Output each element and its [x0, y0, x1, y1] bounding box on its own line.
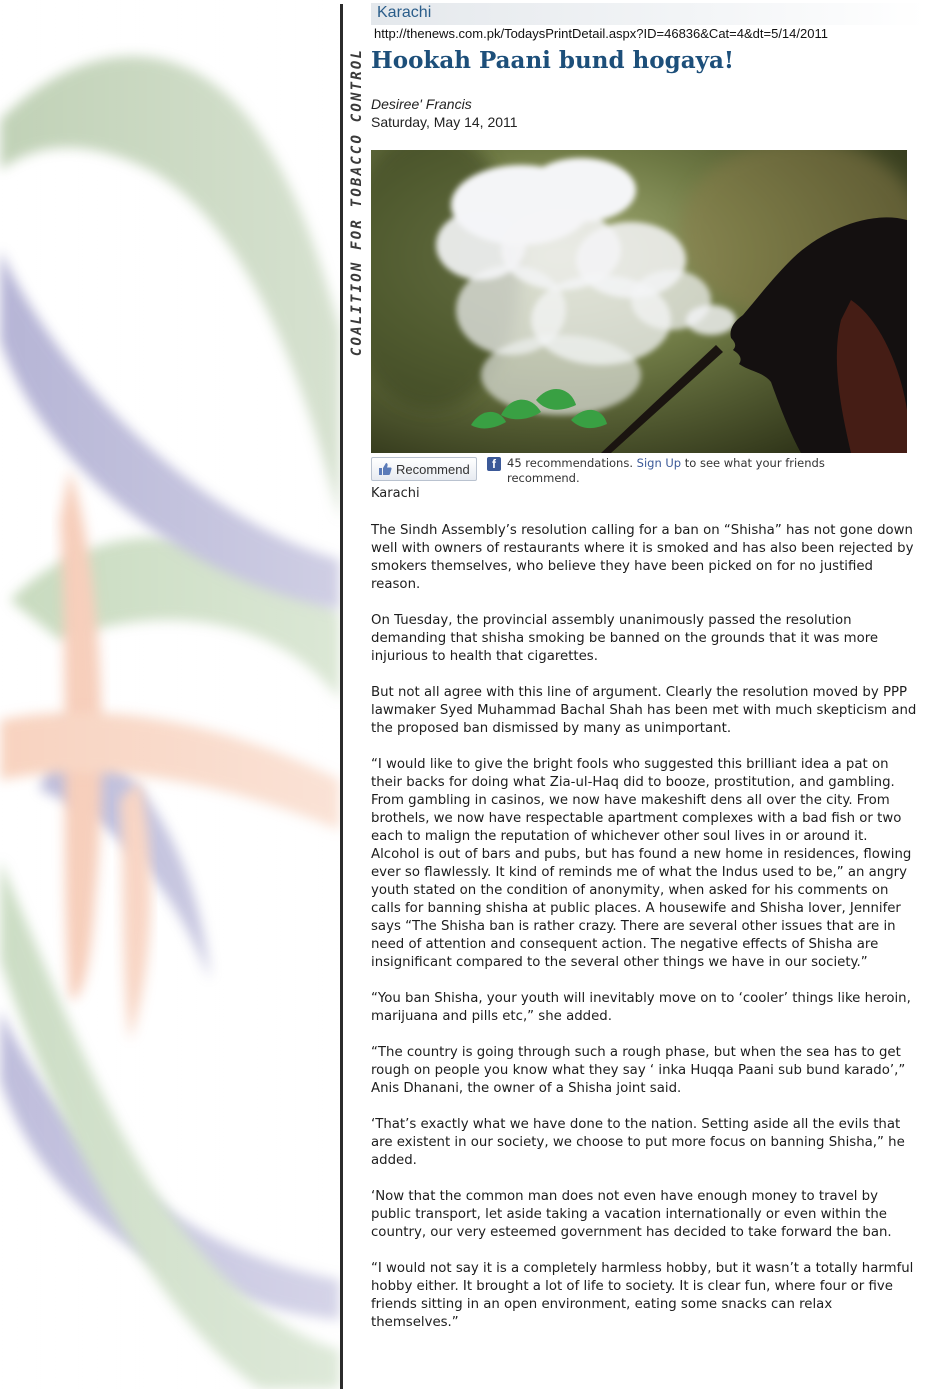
decorative-swoosh-art [0, 0, 340, 1389]
article-paragraph: “I would not say it is a completely harmless hobby, but it wasn’t a totally harmful hobby either. It brought a lot of life to society. It is clear fun, where four or five friends sitting in an open environment, eating some snacks can relax themselves.” [371, 1261, 914, 1330]
article-paragraph: On Tuesday, the provincial assembly unanimously passed the resolution demanding that shisha smoking be banned on the grounds that it was more injurious to health that cigarettes. [371, 613, 879, 664]
article-body [371, 522, 917, 1350]
article-paragraph: ‘Now that the common man does not even have enough money to travel by public transport, let aside taking a vacation internationally or even within the country, our very esteemed government has decided to take forward the ban. [371, 1189, 892, 1240]
recommend-button[interactable] [371, 457, 477, 481]
fb-count: 45 recommendations. [507, 456, 633, 470]
recommend-label: Recommend [396, 461, 470, 477]
article-photo-shisha-smoker [371, 150, 907, 453]
article-paragraph: “I would like to give the bright fools who suggested this brilliant idea a pat on their backs for doing what Zia-ul-Haq did to booze, prostitution, and gambling. From gambling in casinos, we now have makeshift dens all over the city. From brothels, we now have respectable apartment complexes with a bad fish or two each to malign the reputation of whichever other soul lives in or around it. Alcohol is out of bars and pubs, but has found a new home in residences, flowing ever so flawlessly. It kind of reminds me of what the Indus used to be,” an angry youth stated on the condition of anonymity, when asked for his comments on calls for banning shisha at public places. A housewife and Shisha lover, Jennifer says “The Shisha ban is rather crazy. There are several other issues that are in need of attention and consequent action. The negative effects of Shisha are insignificant compared to the several other things we have in our society.” [371, 757, 912, 970]
source-url[interactable]: http://thenews.com.pk/TodaysPrintDetail.aspx?ID=46836&Cat=4&dt=5/14/2011 [374, 26, 828, 41]
facebook-recommend-text [507, 456, 857, 486]
fb-signup-link[interactable]: Sign Up [636, 456, 682, 470]
facebook-icon: f [487, 457, 501, 471]
thumbs-up-icon [378, 462, 392, 476]
coalition-brand-vertical [342, 47, 372, 357]
article-paragraph: But not all agree with this line of argument. Clearly the resolution moved by PPP lawmaker Syed Muhammad Bachal Shah has been met with much skepticism and the proposed ban dismissed by many as unimportant. [371, 685, 917, 736]
fb-rest: to see what your friends recommend. [507, 456, 825, 485]
article-paragraph: ‘That’s exactly what we have done to the nation. Setting aside all the evils that are existent in our society, we choose to put more focus on banning Shisha,” he added. [371, 1117, 905, 1168]
article-headline: Hookah Paani bund hogaya! [371, 47, 734, 74]
article-dateline: Karachi [371, 486, 420, 501]
brand-vertical-text: COALITION FOR TOBACCO CONTROL [349, 47, 365, 357]
article-paragraph: The Sindh Assembly’s resolution calling for a ban on “Shisha” has not gone down well with owners of restaurants where it is smoked and has also been rejected by smokers themselves, who believe they have been picked on for no justified reason. [371, 523, 914, 592]
article-date: Saturday, May 14, 2011 [371, 114, 518, 130]
article-paragraph: “You ban Shisha, your youth will inevitably move on to ‘cooler’ things like heroin, marijuana and pills etc,” she added. [371, 991, 911, 1024]
section-label: Karachi [377, 4, 432, 21]
article-paragraph: “The country is going through such a rough phase, but when the sea has to get rough on people you know what they say ‘ inka Huqqa Paani sub bund karado’,” Anis Dhanani, the owner of a Shisha joint said. [371, 1045, 906, 1096]
section-header-bar [371, 3, 926, 25]
article-author: Desiree' Francis [371, 96, 472, 112]
